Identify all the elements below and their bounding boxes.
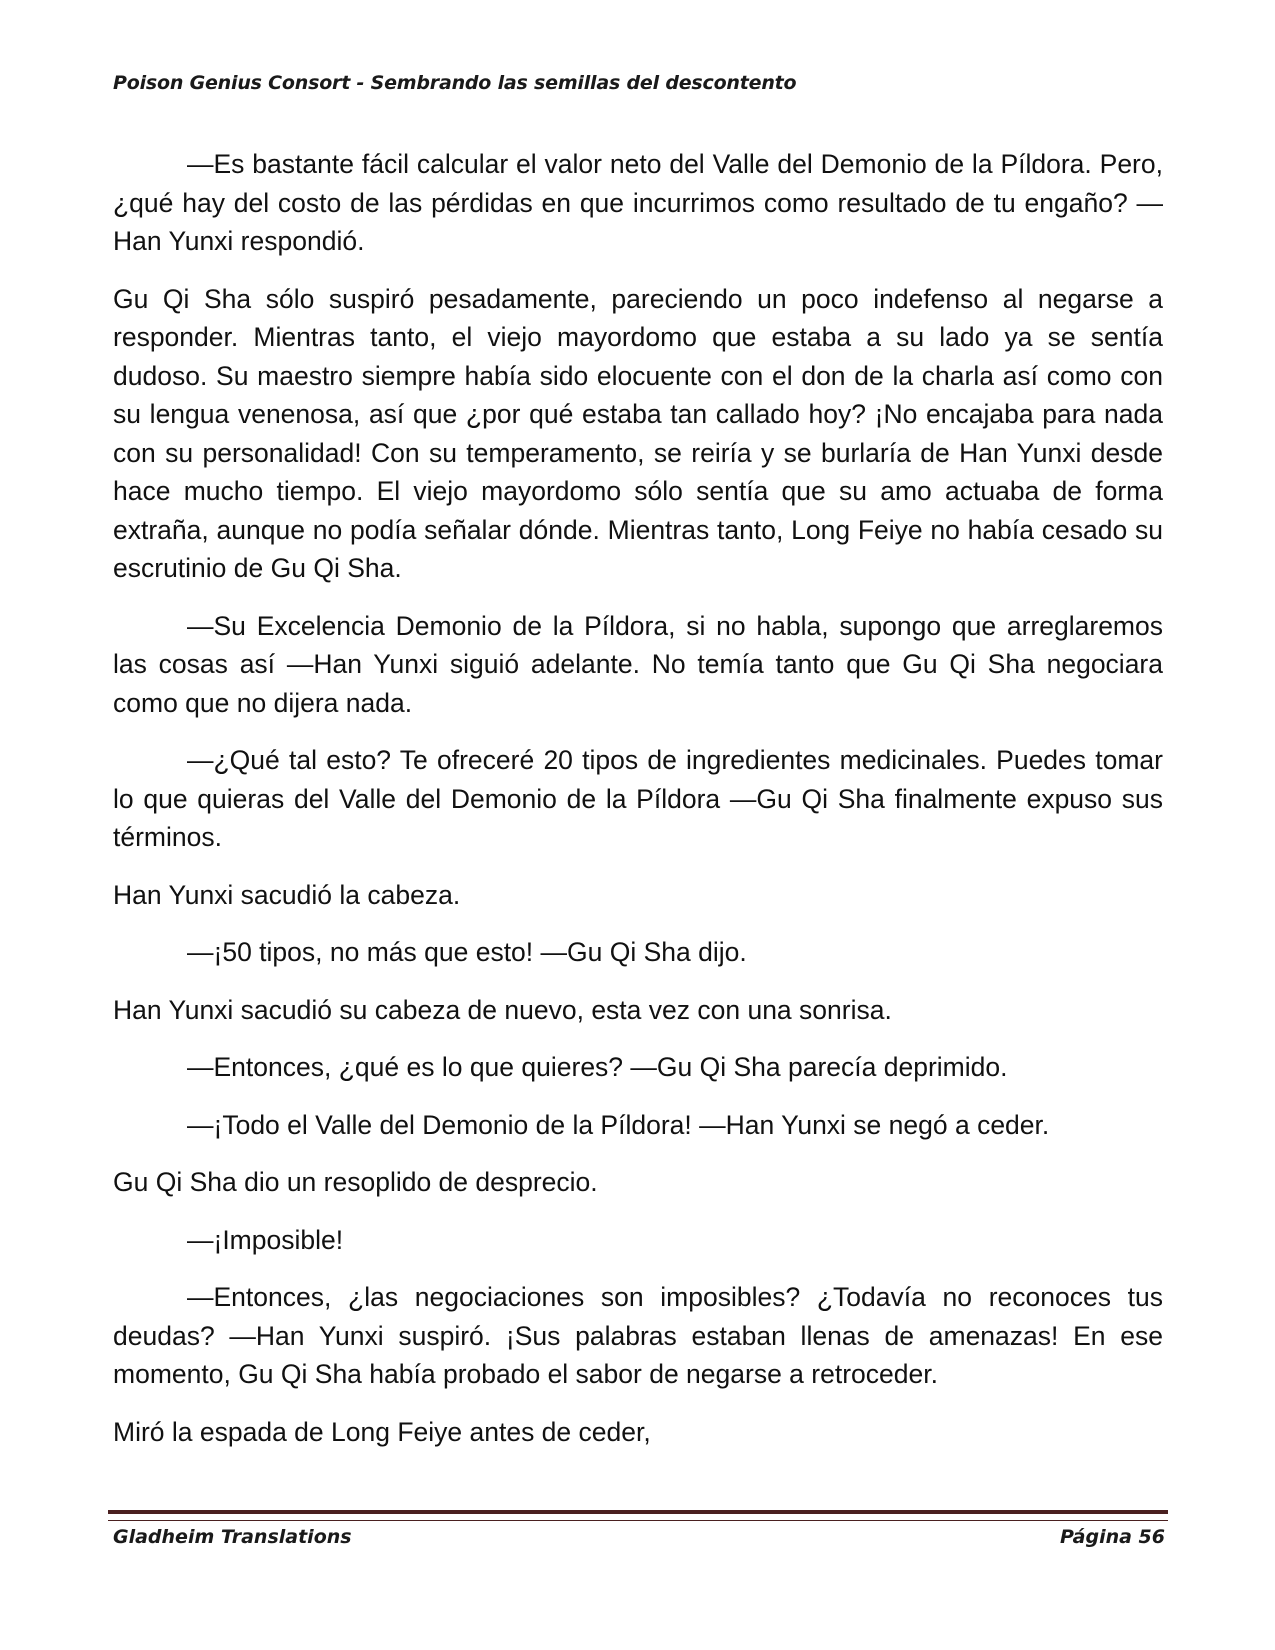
paragraph: —¡50 tipos, no más que esto! —Gu Qi Sha dijo. [187,937,747,967]
page-number: Página 56 [1059,1526,1165,1548]
document-body [113,145,1163,1470]
paragraph: Han Yunxi sacudió su cabeza de nuevo, esta vez con una sonrisa. [113,994,892,1025]
footer-publisher: Gladheim Translations [113,1526,352,1548]
page-header-title: Poison Genius Consort - Sembrando las semillas del descontento [113,72,797,94]
paragraph: —Su Excelencia Demonio de la Píldora, si no habla, supongo que arreglaremos las cosas así —Han Yunxi siguió adelante. No temía tanto que Gu Qi Sha negociara como que no dijera nada. [113,610,1163,718]
paragraph: Gu Qi Sha dio un resoplido de desprecio. [113,1167,598,1197]
paragraph: —¿Qué tal esto? Te ofreceré 20 tipos de ingredientes medicinales. Puedes tomar lo que quieras del Valle del Demonio de la Píldora —Gu Qi Sha finalmente expuso sus términos. [113,745,1163,852]
paragraph: Gu Qi Sha sólo suspiró pesadamente, pareciendo un poco indefenso al negarse a responder. Mientras tanto, el viejo mayordomo que estaba a su lado ya se sentía dudoso. Su maestro siempre había sido elocuente con el don de la charla así como con su lengua venenosa, así que ¿por qué estaba tan callado hoy? ¡No encajaba para nada con su personalidad! Con su temperamento, se reiría y se burlaría de Han Yunxi desde hace mucho tiempo. El viejo mayordomo sólo sentía que su amo actuaba de forma extraña, aunque no podía señalar dónde. Mientras tanto, Long Feiye no había cesado su escrutinio de Gu Qi Sha. [113,283,1163,583]
paragraph: Miró la espada de Long Feiye antes de ceder, [113,1416,651,1447]
paragraph: Han Yunxi sacudió la cabeza. [113,879,461,910]
paragraph: —¡Imposible! [187,1224,344,1255]
footer-divider [108,1510,1168,1521]
paragraph: —¡Todo el Valle del Demonio de la Píldora! —Han Yunxi se negó a ceder. [187,1109,1050,1140]
paragraph: —Entonces, ¿las negociaciones son imposibles? ¿Todavía no reconoces tus deudas? —Han Yunxi suspiró. ¡Sus palabras estaban llenas de amenazas! En ese momento, Gu Qi Sha había probado el sabor de negarse a retroceder. [113,1282,1163,1389]
paragraph: —Entonces, ¿qué es lo que quieres? —Gu Qi Sha parecía deprimido. [187,1052,1008,1082]
paragraph: —Es bastante fácil calcular el valor neto del Valle del Demonio de la Píldora. Pero, ¿qué hay del costo de las pérdidas en que incurrimos como resultado de tu engaño? —Han Yunxi respondió. [113,149,1163,256]
